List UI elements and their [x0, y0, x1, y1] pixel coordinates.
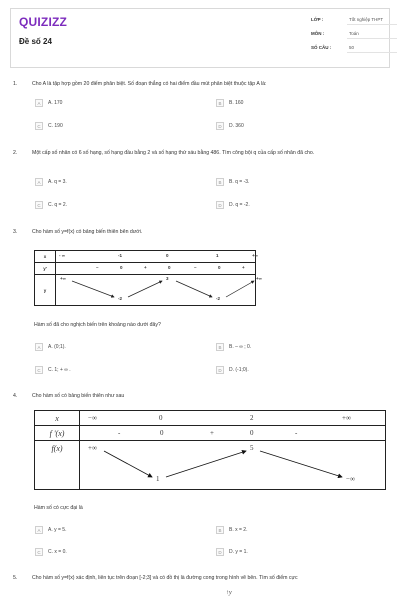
question-text: Cho hàm số y=f(x) có bảng biến thiên bên dưới. [32, 229, 143, 235]
sign: - [295, 429, 298, 437]
meta-label: MÔN : [311, 31, 325, 36]
y-value: −∞ [346, 475, 355, 483]
graph-y-axis-label: ↑y [226, 590, 232, 596]
x-value: +∞ [342, 414, 351, 422]
y-value: +∞ [88, 444, 97, 452]
worksheet-header [10, 8, 390, 68]
variation-arrows [80, 441, 380, 489]
fp-label: f '(x) [35, 426, 80, 441]
sign: 0 [168, 265, 171, 270]
question-number: 2. [13, 150, 18, 156]
meta-label: LỚP : [311, 17, 324, 22]
question-number: 1. [13, 81, 18, 87]
question-number: 4. [13, 393, 18, 399]
y-value: 5 [250, 444, 254, 452]
y-label: y [35, 275, 56, 306]
sign: + [144, 265, 147, 270]
question-subtext: Hàm số đã cho nghịch biến trên khoảng nào dưới đây? [34, 322, 161, 328]
meta-label: SỐ CÂU : [311, 45, 332, 50]
y-value: -2 [118, 296, 123, 301]
sign: + [242, 265, 245, 270]
y-value: 3 [166, 276, 169, 281]
question-text: Cho A là tập hợp gồm 20 điểm phân biệt. Số đoạn thẳng có hai điểm đầu mút phân biệt thuộc tập A là: [32, 81, 267, 87]
x-label: x [35, 251, 56, 263]
y-value: +∞ [256, 276, 262, 281]
x-value: +∞ [252, 253, 258, 258]
question-subtext: Hàm số có cực đại là [34, 505, 83, 511]
sign: + [210, 429, 214, 437]
x-value: 1 [216, 253, 219, 258]
meta-value: Tốt nghiệp THPT [349, 17, 384, 22]
y-value: +∞ [60, 276, 66, 281]
sign: 0 [250, 429, 254, 437]
x-value: 2 [250, 414, 254, 422]
x-value: 0 [159, 414, 163, 422]
x-label: x [35, 411, 80, 426]
meta-value: Toán [349, 31, 359, 36]
exam-title: Đề số 24 [19, 37, 52, 46]
sign: - [118, 429, 121, 437]
x-value: 0 [166, 253, 169, 258]
x-value: −∞ [88, 414, 97, 422]
sign: 0 [160, 429, 164, 437]
yp-label: y' [35, 263, 56, 275]
x-value: -1 [118, 253, 123, 258]
sign: – [96, 265, 99, 270]
question-text: Một cấp số nhân có 6 số hạng, số hạng đầu bằng 2 và số hạng thứ sáu bằng 486. Tìm công bội q của cấp số nhân đã cho. [32, 150, 315, 156]
question-text: Cho hàm số y=f(x) xác định, liên tục trên đoạn [-2;3] và có đồ thị là đường cong trong hình vẽ bên. Tìm số điểm cực [32, 575, 298, 581]
x-value: - ∞ [59, 253, 65, 258]
question-text: Cho hàm số có bảng biến thiên như sau [32, 393, 125, 399]
question-number: 5. [13, 575, 18, 581]
sign: 0 [120, 265, 123, 270]
variation-table-q3 [34, 250, 262, 306]
variation-arrows [56, 275, 256, 305]
question-number: 3. [13, 229, 18, 235]
y-value: -2 [216, 296, 221, 301]
variation-table-q4 [34, 410, 386, 490]
sign: – [194, 265, 197, 270]
quizizz-logo: QUIZIZZ [19, 15, 68, 29]
meta-value: 50 [349, 45, 355, 50]
y-value: 1 [156, 475, 160, 483]
sign: 0 [218, 265, 221, 270]
f-label: f(x) [35, 441, 80, 490]
